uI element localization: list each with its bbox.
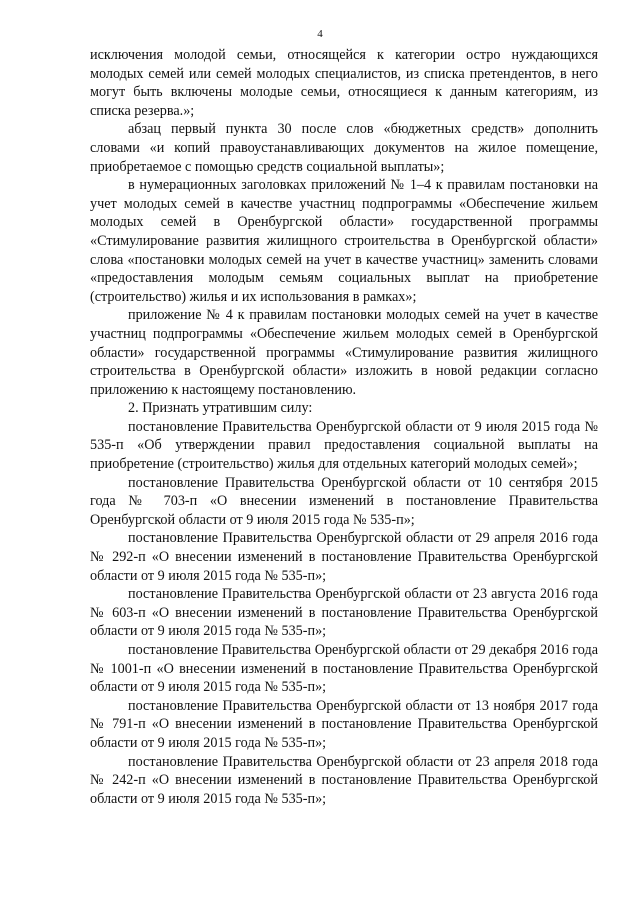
list-item-resolution-1001: постановление Правительства Оренбургской области от 29 декабря 2016 года № 1001-п «О внесении изменений в постановление Правительства Оренбургской области от 9 июля 2015 года № 535-п»; [90, 642, 598, 696]
document-body [90, 46, 598, 808]
list-item-resolution-703: постановление Правительства Оренбургской области от 10 сентября 2015 года № 703-п «О внесении изменений в постановление Правительства Оренбургской области от 9 июля 2015 года № 535-п»; [90, 474, 598, 528]
list-item-resolution-242: постановление Правительства Оренбургской области от 23 апреля 2018 года № 242-п «О внесении изменений в постановление Правительства Оренбургской области от 9 июля 2015 года № 535-п»; [90, 753, 598, 807]
paragraph-amendment-appendix-headings: в нумерационных заголовках приложений № 1–4 к правилам постановки на учет молодых семей в качестве участниц подпрограммы «Обеспечение жильем молодых семей в Оренбургской области» государственной программы «Стимулирование развития жилищного строительства в Оренбургской области» слова «постановки молодых семей на учет в качестве участниц» заменить словами «предоставления молодым семьям социальных выплат на приобретение (строительство) жилья и их использования в рамках»; [90, 177, 598, 305]
paragraph-amendment-point-30: абзац первый пункта 30 после слов «бюджетных средств» дополнить словами «и копий правоустанавливающих документов на жилое помещение, приобретаемое с помощью средств социальной выплаты»; [90, 121, 598, 175]
paragraph-continuation: исключения молодой семьи, относящейся к категории остро нуждающихся молодых семей или семей молодых специалистов, из списка претендентов, в него могут быть включены молодые семьи, относящиеся к данным категориям, из списка резерва.»; [90, 47, 598, 119]
list-item-resolution-791: постановление Правительства Оренбургской области от 13 ноября 2017 года № 791-п «О внесении изменений в постановление Правительства Оренбургской области от 9 июля 2015 года № 535-п»; [90, 697, 598, 751]
paragraph-point-2: 2. Признать утратившим силу: [128, 400, 313, 417]
paragraph-amendment-appendix-4: приложение № 4 к правилам постановки молодых семей на учет в качестве участниц подпрограммы «Обеспечение жильем молодых семей в Оренбургской области» государственной программы «Стимулирование развития жилищного строительства в Оренбургской области» изложить в новой редакции согласно приложению к настоящему постановлению. [90, 307, 598, 398]
list-item-resolution-535: постановление Правительства Оренбургской области от 9 июля 2015 года № 535-п «Об утверждении правил предоставления социальной выплаты на приобретение (строительство) жилья для отдельных категорий молодых семей»; [90, 418, 598, 473]
page-number: 4 [317, 28, 323, 40]
list-item-resolution-603: постановление Правительства Оренбургской области от 23 августа 2016 года № 603-п «О внесении изменений в постановление Правительства Оренбургской области от 9 июля 2015 года № 535-п»; [90, 586, 598, 640]
list-item-resolution-292: постановление Правительства Оренбургской области от 29 апреля 2016 года № 292-п «О внесении изменений в постановление Правительства Оренбургской области от 9 июля 2015 года № 535-п»; [90, 530, 598, 584]
